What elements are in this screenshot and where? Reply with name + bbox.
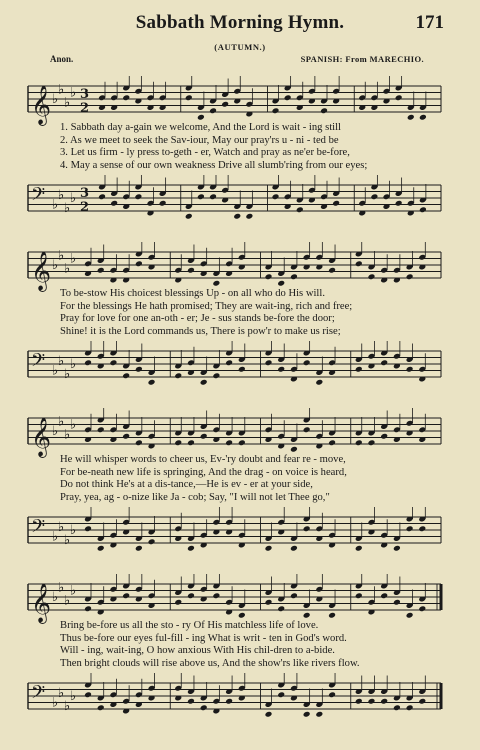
verse-lyrics [60, 288, 440, 338]
flat-icon: ♭ [58, 580, 65, 596]
music-system-3 [0, 404, 480, 559]
flat-icon: ♭ [58, 353, 65, 369]
flat-icon: ♭ [70, 417, 77, 433]
words-credit: Anon. [50, 54, 74, 64]
bass-staff [0, 175, 480, 230]
flat-icon: ♭ [52, 92, 59, 107]
lyric-line-verse-2: For be-neath new life is springing, And the drag - on voice is heard, [60, 466, 347, 478]
flat-icon: ♭ [58, 82, 65, 98]
lyric-line-verse-4: Shine! it is the Lord commands us, There is pow'r to make us rise; [60, 325, 341, 337]
lyric-line-verse-2: 2. As we meet to seek the Sav-iour, May our pray'rs u - ni - ted be [60, 134, 339, 146]
flat-icon: ♭ [64, 593, 71, 609]
music-credit: SPANISH: From MARECHIO. [300, 54, 424, 64]
flat-icon: ♭ [52, 424, 59, 439]
flat-icon: ♭ [58, 248, 65, 264]
bass-clef-icon: 𝄢 [31, 682, 46, 708]
bass-clef-icon: 𝄢 [31, 516, 46, 542]
hymn-title: Sabbath Morning Hymn. [135, 12, 345, 33]
flat-icon: ♭ [70, 191, 77, 206]
lyric-line-verse-3: Do not think He's at a dis-tance,—He is ev - er at your side, [60, 479, 313, 491]
treble-clef-icon: 𝄞 [31, 85, 52, 125]
flat-icon: ♭ [70, 357, 77, 372]
flat-icon: ♭ [52, 363, 59, 379]
lyric-line-verse-1: 1. Sabbath day a-gain we welcome, And the Lord is wait - ing still [60, 122, 341, 133]
treble-clef-icon: 𝄞 [31, 251, 52, 291]
lyric-line-verse-4: 4. May a sense of our own weakness Drive all slumb'ring from our eyes; [60, 159, 368, 171]
music-system-1 [0, 72, 480, 227]
lyric-line-verse-1: To be-stow His choicest blessings Up - on all who do His will. [60, 288, 325, 299]
flat-icon: ♭ [52, 197, 59, 213]
flat-icon: ♭ [64, 698, 71, 714]
lyric-line-verse-4: Pray, yea, ag - o-nize like Ja - cob; Say, "I will not let Thee go," [60, 491, 330, 503]
tune-name: (AUTUMN.) [214, 42, 266, 52]
lyric-line-verse-3: Will - ing, wait-ing, O how anxious With His chil-dren to a-bide. [60, 645, 335, 657]
flat-icon: ♭ [70, 583, 77, 599]
bass-staff [0, 673, 480, 728]
flat-icon: ♭ [64, 532, 71, 548]
lyric-line-verse-2: Thus be-fore our eyes ful-fill - ing What is writ - ten in God's word. [60, 632, 347, 644]
time-signature-top: 3 [80, 186, 90, 201]
bass-staff [0, 341, 480, 396]
flat-icon: ♭ [58, 685, 65, 701]
flat-icon: ♭ [58, 519, 65, 535]
flat-icon: ♭ [70, 85, 77, 101]
flat-icon: ♭ [52, 258, 59, 273]
bass-clef-icon: 𝄢 [31, 184, 46, 210]
treble-clef-icon: 𝄞 [31, 583, 52, 623]
flat-icon: ♭ [64, 200, 71, 216]
lyric-line-verse-2: For the blessings He hath promised; They are wait-ing, rich and free; [60, 300, 353, 312]
verse-lyrics [60, 620, 440, 670]
lyric-line-verse-4: Then bright clouds will rise above us, And the show'rs like rivers flow. [60, 657, 360, 669]
flat-icon: ♭ [58, 187, 65, 203]
flat-icon: ♭ [70, 251, 77, 267]
flat-icon: ♭ [64, 95, 71, 111]
lyric-line-verse-3: Pray for love for one an-oth - er; Je - sus stands be-fore the door; [60, 313, 335, 325]
flat-icon: ♭ [58, 414, 65, 430]
lyric-line-verse-1: Bring be-fore us all the sto - ry Of His matchless life of love. [60, 620, 319, 631]
flat-icon: ♭ [52, 529, 59, 545]
flat-icon: ♭ [52, 590, 59, 605]
hymn-number: 171 [415, 12, 444, 33]
music-system-4 [0, 570, 480, 740]
verse-lyrics [60, 454, 440, 504]
bass-clef-icon: 𝄢 [31, 350, 46, 376]
flat-icon: ♭ [64, 427, 71, 443]
lyric-line-verse-3: 3. Let us firm - ly press to-geth - er, Watch and pray as ne'er be-fore, [60, 147, 350, 159]
time-signature-bottom: 2 [80, 101, 90, 116]
lyric-line-verse-1: He will whisper words to cheer us, Ev-'ry doubt and fear re - move, [60, 454, 346, 465]
flat-icon: ♭ [70, 689, 77, 704]
verse-lyrics [60, 122, 440, 172]
flat-icon: ♭ [52, 695, 59, 711]
time-signature-top: 3 [80, 87, 90, 102]
treble-clef-icon: 𝄞 [31, 417, 52, 457]
flat-icon: ♭ [70, 523, 77, 538]
flat-icon: ♭ [64, 261, 71, 277]
flat-icon: ♭ [64, 366, 71, 382]
bass-staff [0, 507, 480, 562]
music-system-2 [0, 238, 480, 393]
time-signature-bottom: 2 [80, 200, 90, 215]
